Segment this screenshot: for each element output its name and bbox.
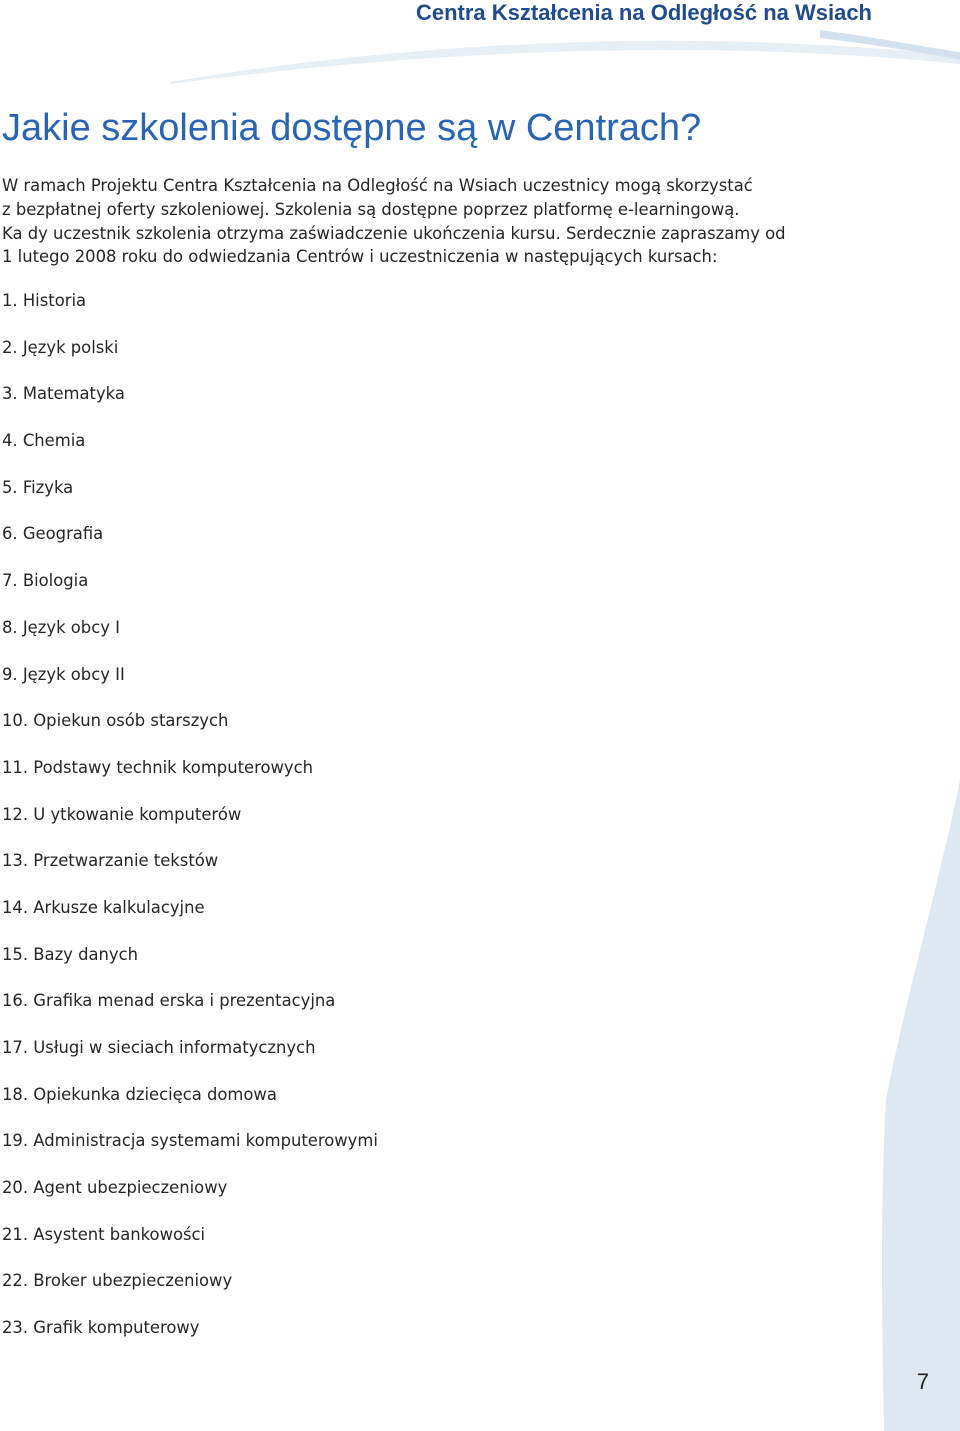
- course-item: 2. Język polski: [2, 337, 119, 357]
- course-item: 10. Opiekun osób starszych: [2, 711, 229, 731]
- course-item: 9. Język obcy II: [2, 664, 125, 684]
- course-item: 19. Administracja systemami komputerowymi: [2, 1131, 378, 1151]
- course-item: 11. Podstawy technik komputerowych: [2, 757, 314, 777]
- intro-line: W ramach Projektu Centra Kształcenia na Odległość na Wsiach uczestnicy mogą skorzystać: [2, 176, 753, 195]
- course-item: 1. Historia: [2, 291, 87, 310]
- course-item: 5. Fizyka: [2, 477, 74, 497]
- course-item: 21. Asystent bankowości: [2, 1224, 206, 1244]
- course-item: 14. Arkusze kalkulacyjne: [2, 897, 205, 917]
- header-title: Centra Kształcenia na Odległość na Wsiach: [415, 0, 872, 25]
- course-item: 16. Grafika menad erska i prezentacyjna: [2, 991, 336, 1011]
- intro-paragraph: [2, 174, 882, 269]
- course-item: 12. U ytkowanie komputerów: [2, 804, 242, 824]
- course-item: 22. Broker ubezpieczeniowy: [2, 1271, 233, 1291]
- course-item: 4. Chemia: [2, 431, 86, 451]
- course-item: 23. Grafik komputerowy: [2, 1318, 200, 1338]
- intro-line: z bezpłatnej oferty szkoleniowej. Szkolenia są dostępne poprzez platformę e-learningową.: [2, 199, 740, 219]
- course-item: 17. Usługi w sieciach informatycznych: [2, 1038, 316, 1057]
- course-item: 6. Geografia: [2, 524, 104, 544]
- course-item: 7. Biologia: [2, 571, 89, 591]
- course-item: 3. Matematyka: [2, 384, 125, 404]
- intro-line: 1 lutego 2008 roku do odwiedzania Centrów i uczestniczenia w następujących kursach:: [2, 247, 718, 267]
- course-list: [2, 288, 378, 1362]
- course-item: 20. Agent ubezpieczeniowy: [2, 1178, 228, 1198]
- course-item: 13. Przetwarzanie tekstów: [2, 851, 219, 871]
- course-item: 15. Bazy danych: [2, 944, 139, 964]
- page-number: 7: [916, 1369, 929, 1394]
- page-heading: Jakie szkolenia dostępne są w Centrach?: [2, 107, 702, 149]
- course-item: 18. Opiekunka dziecięca domowa: [2, 1084, 277, 1104]
- intro-line: Ka dy uczestnik szkolenia otrzyma zaświadczenie ukończenia kursu. Serdecznie zapraszamy od: [2, 223, 786, 243]
- course-item: 8. Język obcy I: [2, 617, 120, 637]
